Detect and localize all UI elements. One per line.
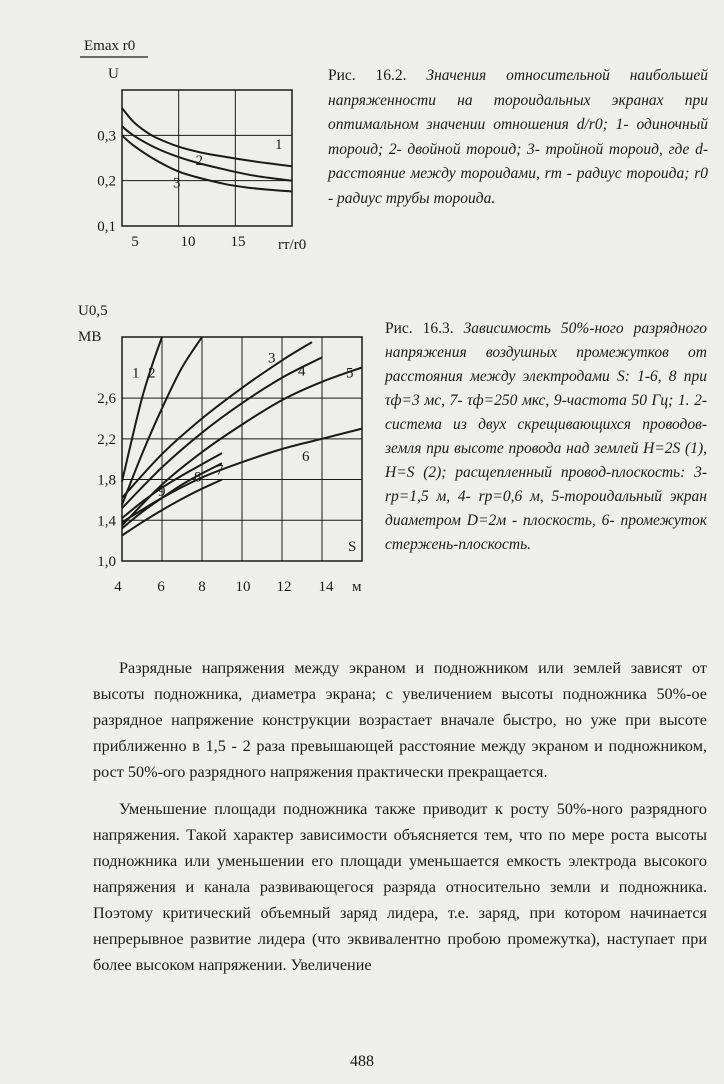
curve-8 bbox=[122, 463, 222, 528]
fig1-ylabel-bottom: U bbox=[108, 66, 119, 82]
fig2-ylabel-unit: МВ bbox=[78, 329, 102, 345]
curve-label-4: 4 bbox=[298, 363, 306, 380]
fig2-xlabel-unit: м bbox=[352, 579, 362, 595]
figure-16-2 bbox=[70, 30, 340, 270]
curve-label-7: 7 bbox=[216, 462, 224, 479]
fig1-xlabel: rт/r0 bbox=[278, 237, 307, 253]
y-tick-label: 0,1 bbox=[97, 219, 116, 235]
x-tick-label: 8 bbox=[198, 579, 206, 595]
curve-label-3: 3 bbox=[173, 175, 181, 192]
y-tick-label: 0,3 bbox=[97, 128, 116, 145]
body-text bbox=[93, 655, 707, 989]
curve-label-5: 5 bbox=[346, 365, 354, 382]
fig2-ylabel-top: U0,5 bbox=[78, 303, 108, 319]
y-tick-label: 0,2 bbox=[97, 173, 116, 190]
curve-label-8: 8 bbox=[194, 469, 202, 486]
caption-16-3-text: Зависимость 50%-ного разрядного напряжения воздушных промежутков от расстояния между электродами S: 1-6, 8 при τф=3 мс, 7- τф=250 мкс, 9-частота 50 Гц; 1. 2- система из двух скрещивающихся проводов-земля при высоте провода над землей H=2S (1), H=S (2); расщепленный провод-плоскость: 3- rр=1,5 м, 4- rр=0,6 м, 5-тороидальный экран диаметром D=2м - плоскость, 6- промежуток стержень-плоскость. bbox=[385, 320, 708, 553]
caption-16-2-text: Значения относительной наибольшей напряженности на тороидальных экранах при оптимальном значении отношения d/r0; 1- одиночный тороид; 2- двойной тороид; 3- тройной тороид, где d- расстояние между тороидами, rт - радиус тороида; r0 - радиус трубы тороида. bbox=[328, 67, 708, 207]
x-tick-label: 15 bbox=[230, 234, 246, 250]
curve-label-1: 1 bbox=[132, 365, 140, 382]
curve-label-3: 3 bbox=[268, 350, 276, 367]
caption-16-3-lead: Рис. 16.3. bbox=[385, 320, 454, 337]
curve-label-2: 2 bbox=[195, 152, 204, 169]
figure-16-2-chart bbox=[70, 30, 340, 270]
fig2-s-label: S bbox=[348, 539, 357, 555]
y-tick-label: 2,6 bbox=[97, 391, 116, 408]
curve-label-9: 9 bbox=[158, 483, 166, 500]
x-tick-label: 4 bbox=[114, 579, 122, 595]
curve-9 bbox=[122, 480, 222, 536]
curve-label-6: 6 bbox=[302, 449, 310, 466]
x-tick-label: 10 bbox=[235, 579, 251, 595]
paragraph-1: Разрядные напряжения между экраном и подножником или землей зависят от высоты подножника, диаметра экрана; с увеличением высоты подножника 50%-ое разрядное напряжение конструкции возрастает вначале быстро, но уже при высоте приближенно в 1,5 - 2 раза превышающей расстояние между экраном и подножником, рост 50%-ого разрядного напряжения практически прекращается. bbox=[93, 659, 707, 781]
caption-16-2 bbox=[328, 64, 708, 211]
y-tick-label: 2,2 bbox=[97, 431, 116, 448]
x-tick-label: 5 bbox=[131, 234, 139, 250]
plot-frame bbox=[122, 90, 292, 226]
x-tick-label: 12 bbox=[276, 579, 292, 595]
figure-16-3 bbox=[70, 295, 370, 605]
curve-label-2: 2 bbox=[148, 365, 156, 382]
fig1-ylabel-top: Emax r0 bbox=[84, 38, 136, 54]
caption-16-3 bbox=[385, 317, 707, 557]
curve-1 bbox=[122, 108, 292, 166]
page-number: 488 bbox=[350, 1053, 374, 1070]
y-tick-label: 1,4 bbox=[97, 513, 116, 530]
caption-16-2-lead: Рис. 16.2. bbox=[328, 67, 407, 84]
x-tick-label: 10 bbox=[180, 234, 196, 250]
paragraph-2: Уменьшение площади подножника также приводит к росту 50%-ного разрядного напряжения. Такой характер зависимости объясняется тем, что по мере роста высоты подножника или уменьшении его площади уменьшается емкость электрода высокого напряжения и канала развивающегося разряда относительно земли и подножника. Поэтому критический объемный заряд лидера, т.е. заряд, при котором начинается непрерывное развитие лидера (что эквивалентно пробою промежутка), наступает при более высоком напряжении. Увеличение bbox=[93, 800, 707, 974]
x-tick-label: 14 bbox=[318, 579, 334, 595]
figure-16-3-chart bbox=[70, 295, 370, 605]
y-tick-label: 1,0 bbox=[97, 554, 116, 570]
x-tick-label: 6 bbox=[157, 579, 165, 595]
y-tick-label: 1,8 bbox=[97, 472, 116, 489]
curve-label-1: 1 bbox=[275, 136, 283, 153]
